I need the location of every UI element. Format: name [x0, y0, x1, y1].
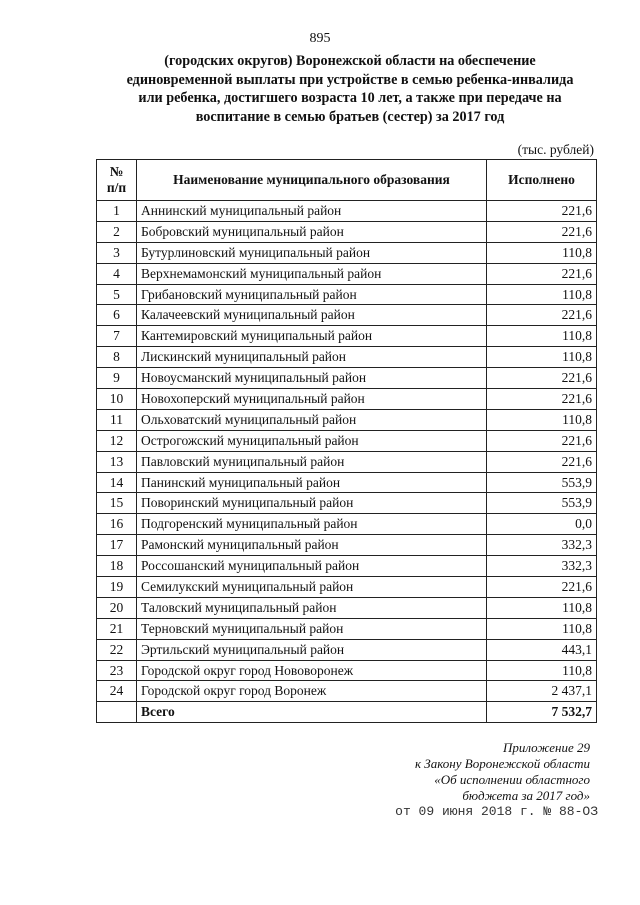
row-value-cell: 221,6: [487, 389, 597, 410]
row-name-cell: Верхнемамонский муниципальный район: [137, 263, 487, 284]
row-value-cell: 110,8: [487, 618, 597, 639]
row-name-cell: Поворинский муниципальный район: [137, 493, 487, 514]
page-number: 895: [309, 31, 331, 46]
table-row: [97, 577, 597, 598]
row-name-cell: Панинский муниципальный район: [137, 472, 487, 493]
table-row: [97, 242, 597, 263]
row-value-cell: 553,9: [487, 493, 597, 514]
table-row: [97, 368, 597, 389]
row-name-cell: Бутурлиновский муниципальный район: [137, 242, 487, 263]
row-number-cell: 18: [97, 556, 137, 577]
units-label: (тыс. рублей): [517, 142, 594, 157]
annex-line: «Об исполнении областного: [434, 772, 590, 787]
row-value-cell: 221,6: [487, 263, 597, 284]
row-number-cell: 14: [97, 472, 137, 493]
table-row: [97, 639, 597, 660]
row-name-cell: Аннинский муниципальный район: [137, 201, 487, 222]
row-value-cell: 221,6: [487, 577, 597, 598]
table-body: [97, 201, 597, 723]
row-name-cell: Новохоперский муниципальный район: [137, 389, 487, 410]
row-number-cell: 1: [97, 201, 137, 222]
row-name-cell: Городской округ город Воронеж: [137, 681, 487, 702]
row-number-cell: 12: [97, 430, 137, 451]
row-value-cell: 110,8: [487, 242, 597, 263]
row-name-cell: Ольховатский муниципальный район: [137, 409, 487, 430]
header-name: Наименование муниципального образования: [137, 160, 487, 201]
table-row: [97, 660, 597, 681]
table-row: [97, 347, 597, 368]
table-row: [97, 221, 597, 242]
row-number-cell: 15: [97, 493, 137, 514]
row-name-cell: Кантемировский муниципальный район: [137, 326, 487, 347]
table-row: [97, 389, 597, 410]
row-value-cell: 110,8: [487, 284, 597, 305]
row-number-cell: 21: [97, 618, 137, 639]
header-number: № п/п: [97, 160, 137, 201]
row-number-cell: 19: [97, 577, 137, 598]
row-name-cell: Терновский муниципальный район: [137, 618, 487, 639]
row-name-cell: Рамонский муниципальный район: [137, 535, 487, 556]
table-row: [97, 284, 597, 305]
row-name-cell: Подгоренский муниципальный район: [137, 514, 487, 535]
table-row: [97, 263, 597, 284]
row-name-cell: Калачеевский муниципальный район: [137, 305, 487, 326]
row-number-cell: 23: [97, 660, 137, 681]
total-value: 7 532,7: [487, 702, 597, 723]
row-number-cell: 17: [97, 535, 137, 556]
row-value-cell: 443,1: [487, 639, 597, 660]
row-value-cell: 553,9: [487, 472, 597, 493]
row-value-cell: 332,3: [487, 535, 597, 556]
table-row: [97, 451, 597, 472]
total-number-cell: [97, 702, 137, 723]
title-line: или ребенка, достигшего возраста 10 лет, а также при передаче на: [138, 90, 562, 106]
title-line: воспитание в семью братьев (сестер) за 2017 год: [195, 108, 505, 125]
row-name-cell: Бобровский муниципальный район: [137, 221, 487, 242]
row-number-cell: 13: [97, 451, 137, 472]
annex-line: к Закону Воронежской области: [414, 756, 590, 771]
table-row: [97, 556, 597, 577]
table-row: [97, 681, 597, 702]
row-value-cell: 221,6: [487, 305, 597, 326]
row-name-cell: Острогожский муниципальный район: [137, 430, 487, 451]
row-value-cell: 110,8: [487, 347, 597, 368]
row-value-cell: 221,6: [487, 368, 597, 389]
row-name-cell: Новоусманский муниципальный район: [137, 368, 487, 389]
row-number-cell: 9: [97, 368, 137, 389]
annex-note: [380, 740, 590, 804]
table-row: [97, 472, 597, 493]
total-row: [97, 702, 597, 723]
row-number-cell: 7: [97, 326, 137, 347]
row-number-cell: 22: [97, 639, 137, 660]
row-number-cell: 3: [97, 242, 137, 263]
allocation-table: [96, 159, 597, 723]
row-name-cell: Россошанский муниципальный район: [137, 556, 487, 577]
row-name-cell: Лискинский муниципальный район: [137, 347, 487, 368]
row-value-cell: 221,6: [487, 430, 597, 451]
row-name-cell: Эртильский муниципальный район: [137, 639, 487, 660]
row-number-cell: 4: [97, 263, 137, 284]
table-row: [97, 305, 597, 326]
title-line: (городских округов) Воронежской области на обеспечение: [164, 53, 536, 69]
row-value-cell: 110,8: [487, 597, 597, 618]
annex-line: бюджета за 2017 год»: [462, 788, 590, 803]
row-name-cell: Городской округ город Нововоронеж: [137, 660, 487, 681]
row-number-cell: 24: [97, 681, 137, 702]
row-value-cell: 110,8: [487, 409, 597, 430]
row-value-cell: 221,6: [487, 451, 597, 472]
law-date-stamp: от 09 июня 2018 г. № 88-ОЗ: [395, 804, 598, 819]
row-name-cell: Грибановский муниципальный район: [137, 284, 487, 305]
table-row: [97, 326, 597, 347]
total-label: Всего: [137, 702, 487, 723]
row-value-cell: 221,6: [487, 221, 597, 242]
row-name-cell: Павловский муниципальный район: [137, 451, 487, 472]
document-title: [100, 52, 600, 126]
table-row: [97, 201, 597, 222]
row-number-cell: 6: [97, 305, 137, 326]
row-number-cell: 20: [97, 597, 137, 618]
row-name-cell: Таловский муниципальный район: [137, 597, 487, 618]
row-number-cell: 2: [97, 221, 137, 242]
row-number-cell: 5: [97, 284, 137, 305]
row-value-cell: 0,0: [487, 514, 597, 535]
row-name-cell: Семилукский муниципальный район: [137, 577, 487, 598]
row-number-cell: 11: [97, 409, 137, 430]
row-value-cell: 110,8: [487, 660, 597, 681]
row-value-cell: 110,8: [487, 326, 597, 347]
title-line: единовременной выплаты при устройстве в семью ребенка-инвалида: [126, 71, 574, 88]
row-value-cell: 221,6: [487, 201, 597, 222]
row-value-cell: 2 437,1: [487, 681, 597, 702]
row-number-cell: 10: [97, 389, 137, 410]
annex-line: Приложение 29: [502, 740, 590, 755]
table-row: [97, 430, 597, 451]
table-row: [97, 535, 597, 556]
table-header-row: [97, 160, 597, 201]
table-row: [97, 514, 597, 535]
header-value: Исполнено: [487, 160, 597, 201]
row-value-cell: 332,3: [487, 556, 597, 577]
row-number-cell: 16: [97, 514, 137, 535]
row-number-cell: 8: [97, 347, 137, 368]
table-row: [97, 618, 597, 639]
table-row: [97, 597, 597, 618]
table-row: [97, 409, 597, 430]
table-row: [97, 493, 597, 514]
